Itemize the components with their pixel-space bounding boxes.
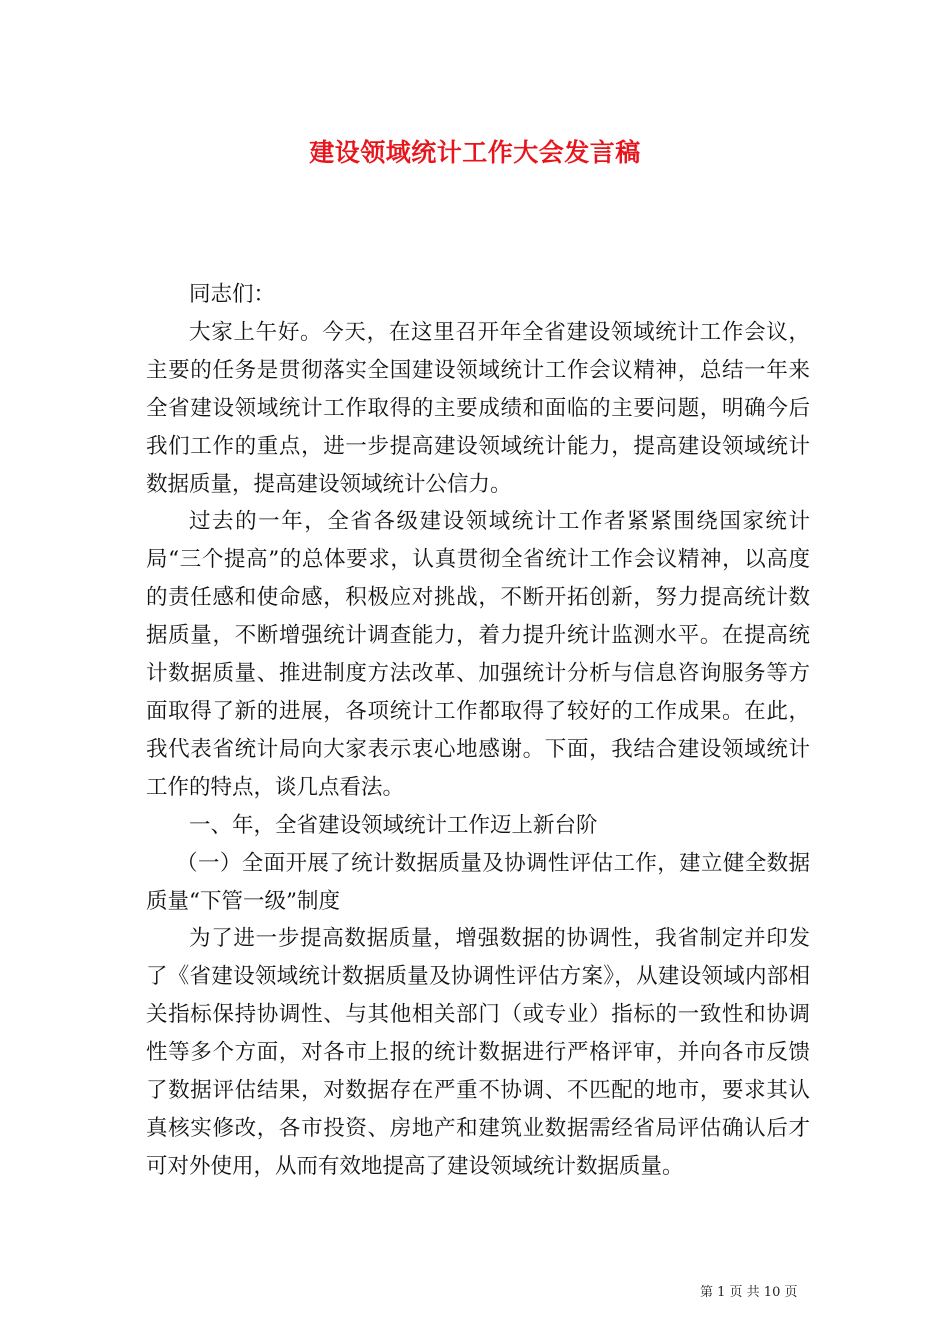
body-paragraph: 为了进一步提高数据质量，增强数据的协调性，我省制定并印发了《省建设领域统计数据质量及协调性评估方案》，从建设领域内部相关指标保持协调性、与其他相关部门（或专业）指标的一致性和协调性等多个方面，对各市上报的统计数据进行严格评审，并向各市反馈了数据评估结果，对数据存在严重不协调、不匹配的地市，要求其认真核实修改，各市投资、房地产和建筑业数据需经省局评估确认后才可对外使用，从而有效地提高了建设领域统计数据质量。: [146, 926, 810, 1179]
subsection-heading: （一）全面开展了统计数据质量及协调性评估工作，建立健全数据质量“下管一级”制度: [146, 850, 810, 914]
document-body: [146, 276, 810, 1186]
section-heading: 一、年，全省建设领域统计工作迈上新台阶: [189, 812, 598, 838]
greeting-paragraph: 同志们：: [189, 282, 276, 307]
body-paragraph: 大家上午好。今天，在这里召开年全省建设领域统计工作会议，主要的任务是贯彻落实全国建设领域统计工作会议精神，总结一年来全省建设领域统计工作取得的主要成绩和面临的主要问题，明确今后我们工作的重点，进一步提高建设领域统计能力，提高建设领域统计数据质量，提高建设领域统计公信力。: [146, 319, 810, 497]
page-number-footer: 第 1 页 共 10 页: [700, 1285, 798, 1300]
body-paragraph: 过去的一年，全省各级建设领域统计工作者紧紧围绕国家统计局“三个提高”的总体要求，认真贯彻全省统计工作会议精神，以高度的责任感和使命感，积极应对挑战，不断开拓创新，努力提高统计数据质量，不断增强统计调查能力，着力提升统计监测水平。在提高统计数据质量、推进制度方法改革、加强统计分析与信息咨询服务等方面取得了新的进展，各项统计工作都取得了较好的工作成果。在此，我代表省统计局向大家表示衷心地感谢。下面，我结合建设领域统计工作的特点，谈几点看法。: [146, 509, 810, 800]
document-title: 建设领域统计工作大会发言稿: [309, 138, 641, 167]
